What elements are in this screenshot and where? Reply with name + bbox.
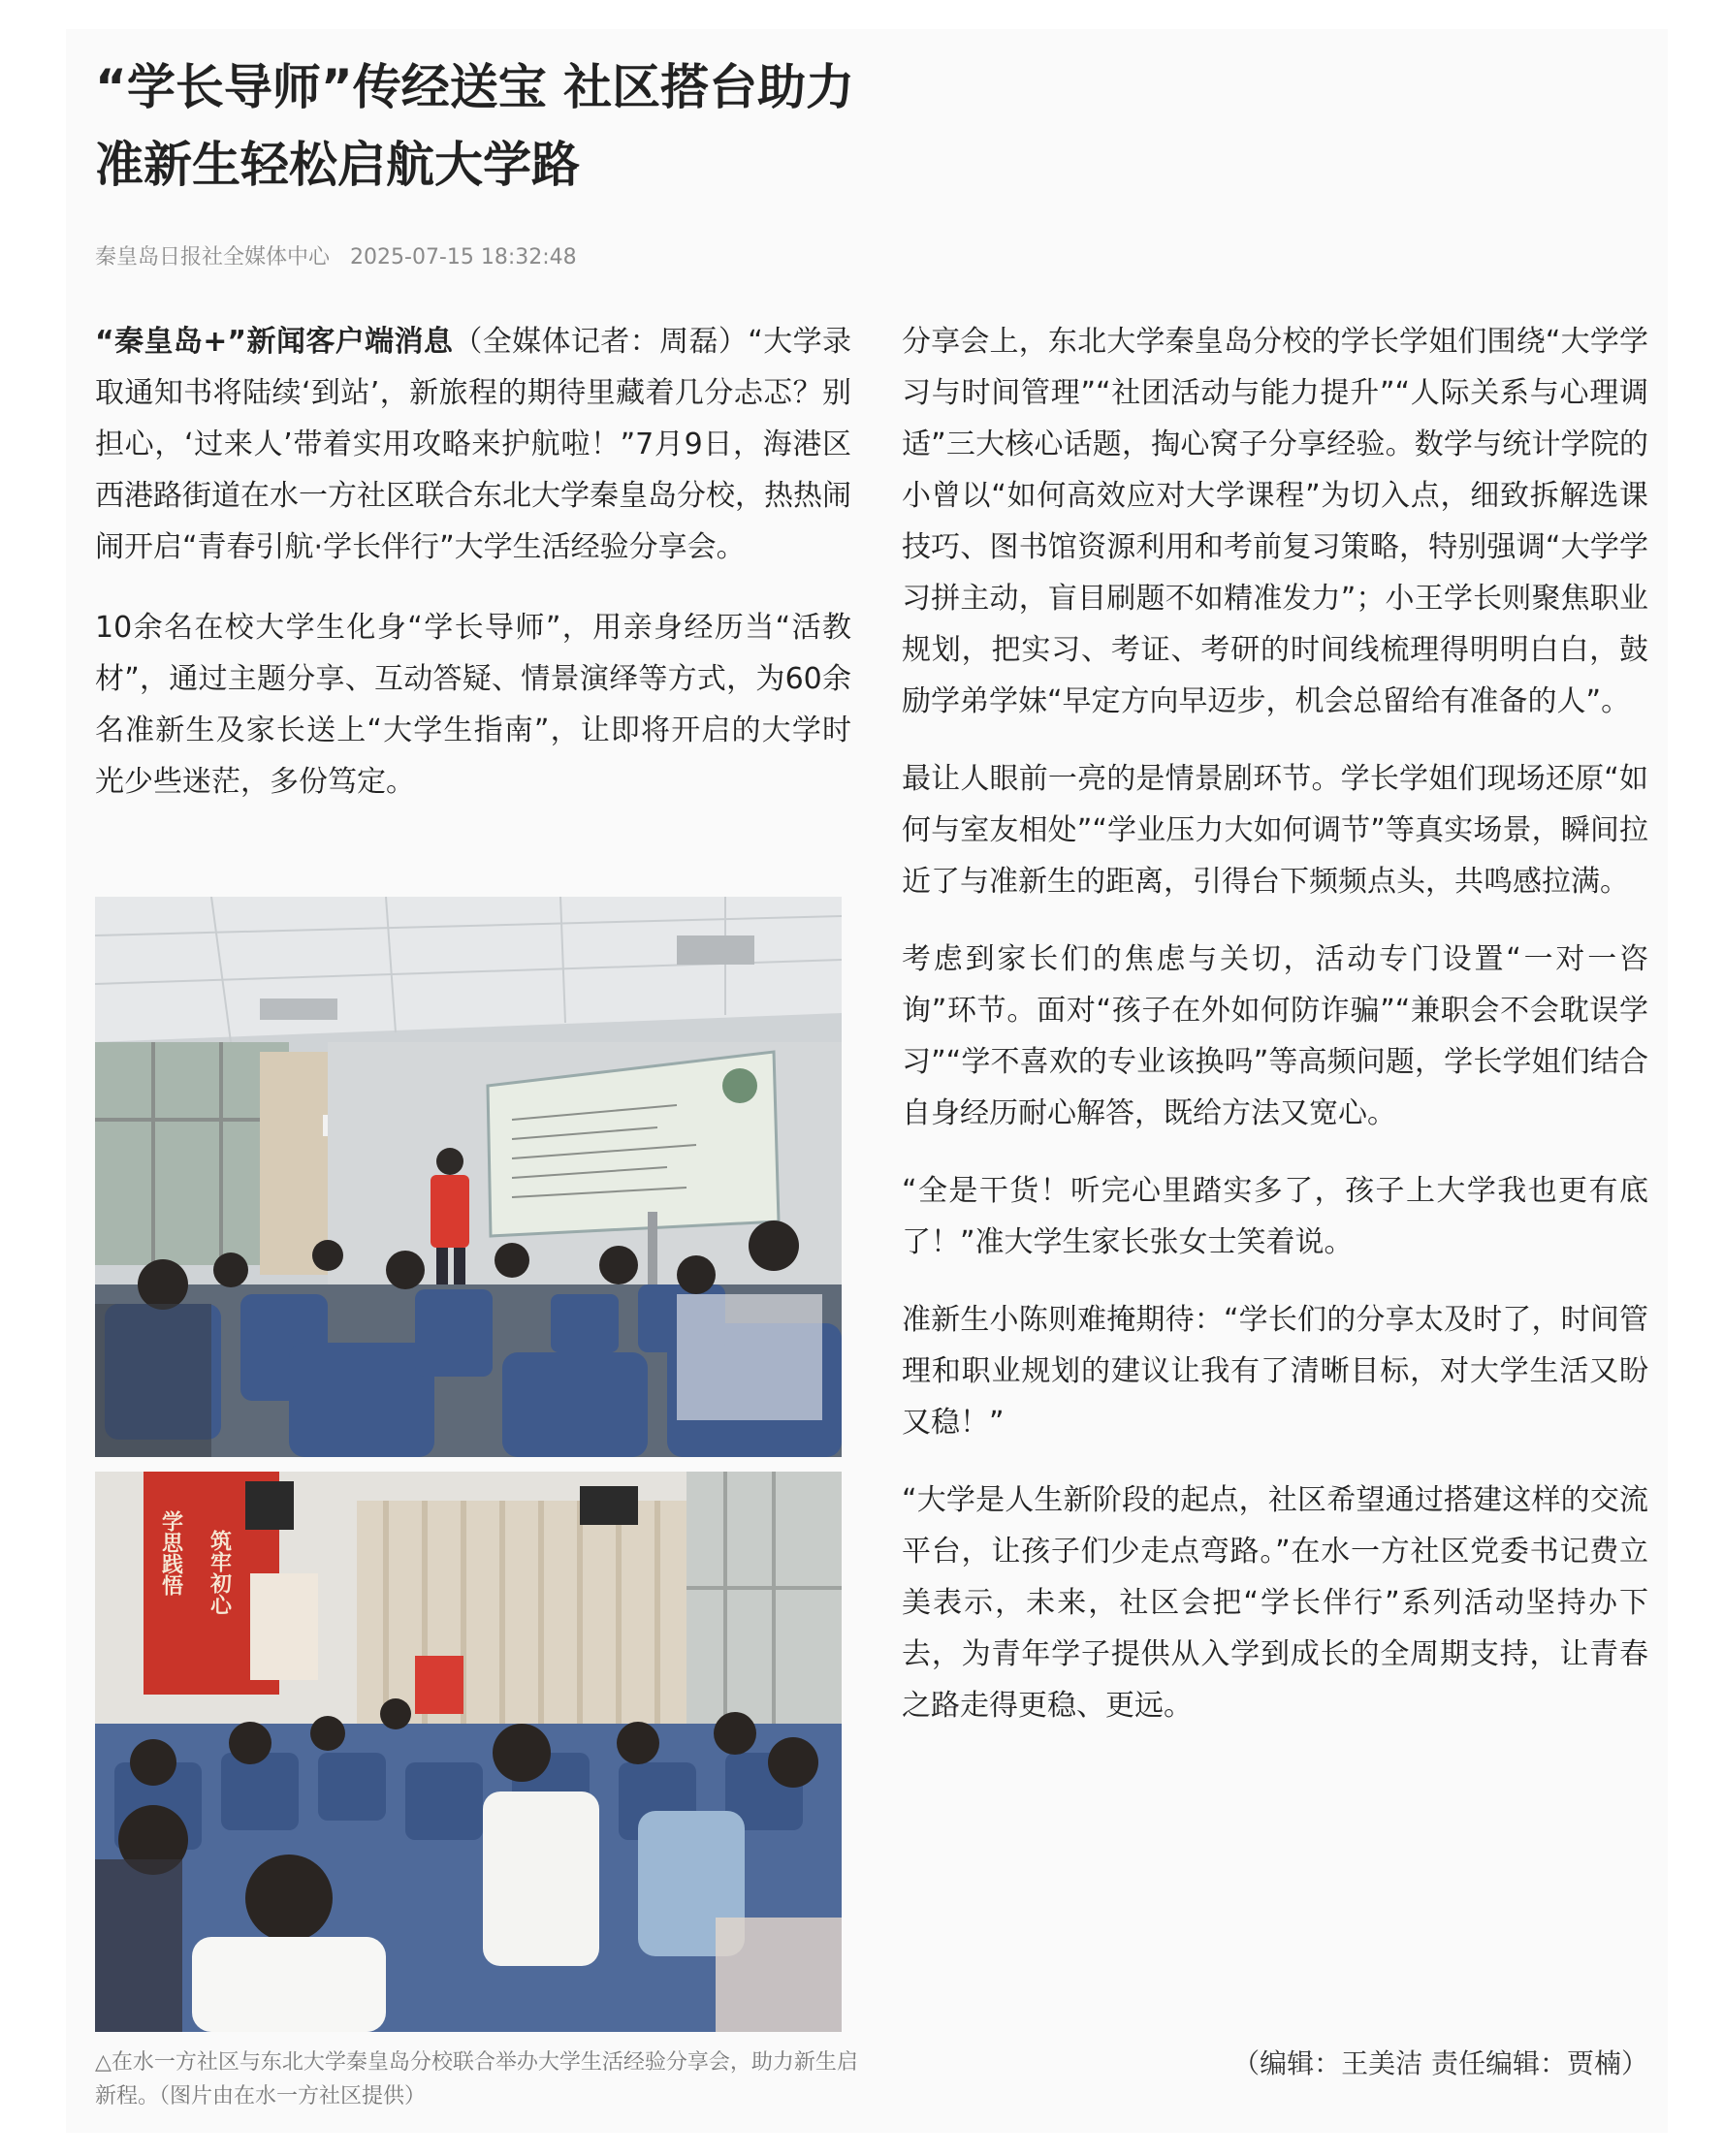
wall-slogan-1: 学思践悟	[158, 1510, 183, 1596]
wall-slogan-2: 筑牢初心	[207, 1530, 232, 1615]
lead-rest: （全媒体记者：周磊）“大学录取通知书将陆续‘到站’，新旅程的期待里藏着几分忐忑？别担心，‘过来人’带着实用攻略来护航啦！”7月9日，海港区西港路街道在水一方社区联合东北大学秦皇岛分校，热热闹闹开启“青春引航·学长伴行”大学生活经验分享会。	[95, 325, 851, 564]
article-datetime: 2025-07-15 18:32:48	[350, 245, 577, 270]
left-column	[95, 316, 851, 837]
paragraph-8: “大学是人生新阶段的起点，社区希望通过搭建这样的交流平台，让孩子们少走点弯路。”在水一方社区党委书记费立美表示，未来，社区会把“学长伴行”系列活动坚持办下去，为青年学子提供从入学到成长的全周期支持，让青春之路走得更稳、更远。	[902, 1483, 1648, 1723]
paragraph-6: “全是干货！听完心里踏实多了，孩子上大学我也更有底了！”准大学生家长张女士笑着说。	[902, 1174, 1648, 1259]
paragraph-3: 分享会上，东北大学秦皇岛分校的学长学姐们围绕“大学学习与时间管理”“社团活动与能力提升”“人际关系与心理调适”三大核心话题，掏心窝子分享经验。数学与统计学院的小曾以“如何高效应对大学课程”为切入点，细致拆解选课技巧、图书馆资源利用和考前复习策略，特别强调“大学学习拼主动，盲目刷题不如精准发力”；小王学长则聚焦职业规划，把实习、考证、考研的时间线梳理得明明白白，鼓励学弟学妹“早定方向早迈步，机会总留给有准备的人”。	[902, 325, 1648, 718]
article-source[interactable]: 秦皇岛日报社全媒体中心	[95, 245, 331, 270]
lead-strong: “秦皇岛+”新闻客户端消息	[95, 325, 454, 359]
photo-lecture-hall-image	[95, 897, 842, 1457]
photo-audience-image	[95, 1472, 842, 2032]
paragraph-4: 最让人眼前一亮的是情景剧环节。学长学姐们现场还原“如何与室友相处”“学业压力大如何调节”等真实场景，瞬间拉近了与准新生的距离，引得台下频频点头，共鸣感拉满。	[902, 762, 1648, 899]
paragraph-5: 考虑到家长们的焦虑与关切，活动专门设置“一对一咨询”环节。面对“孩子在外如何防诈骗”“兼职会不会耽误学习”“学不喜欢的专业该换吗”等高频问题，学长学姐们结合自身经历耐心解答，既给方法又宽心。	[902, 942, 1648, 1130]
photo-lecture-hall	[95, 897, 842, 1457]
paragraph-2: 10余名在校大学生化身“学长导师”，用亲身经历当“活教材”，通过主题分享、互动答疑、情景演绎等方式，为60余名准新生及家长送上“大学生指南”，让即将开启的大学时光少些迷茫，多份笃定。	[95, 611, 851, 799]
article-meta	[95, 240, 577, 270]
photo-audience	[95, 1472, 842, 2032]
paragraph-7: 准新生小陈则难掩期待：“学长们的分享太及时了，时间管理和职业规划的建议让我有了清晰目标，对大学生活又盼又稳！”	[902, 1303, 1648, 1440]
right-column	[902, 316, 1648, 1758]
lead-paragraph	[95, 316, 851, 573]
article-title: “学长导师”传经送宝 社区搭台助力准新生轻松启航大学路	[95, 59, 855, 193]
editor-credits: （编辑：王美洁 责任编辑：贾楠）	[1232, 2047, 1648, 2079]
photo-caption: △在水一方社区与东北大学秦皇岛分校联合举办大学生活经验分享会，助力新生启新程。（图片由在水一方社区提供）	[95, 2050, 858, 2108]
